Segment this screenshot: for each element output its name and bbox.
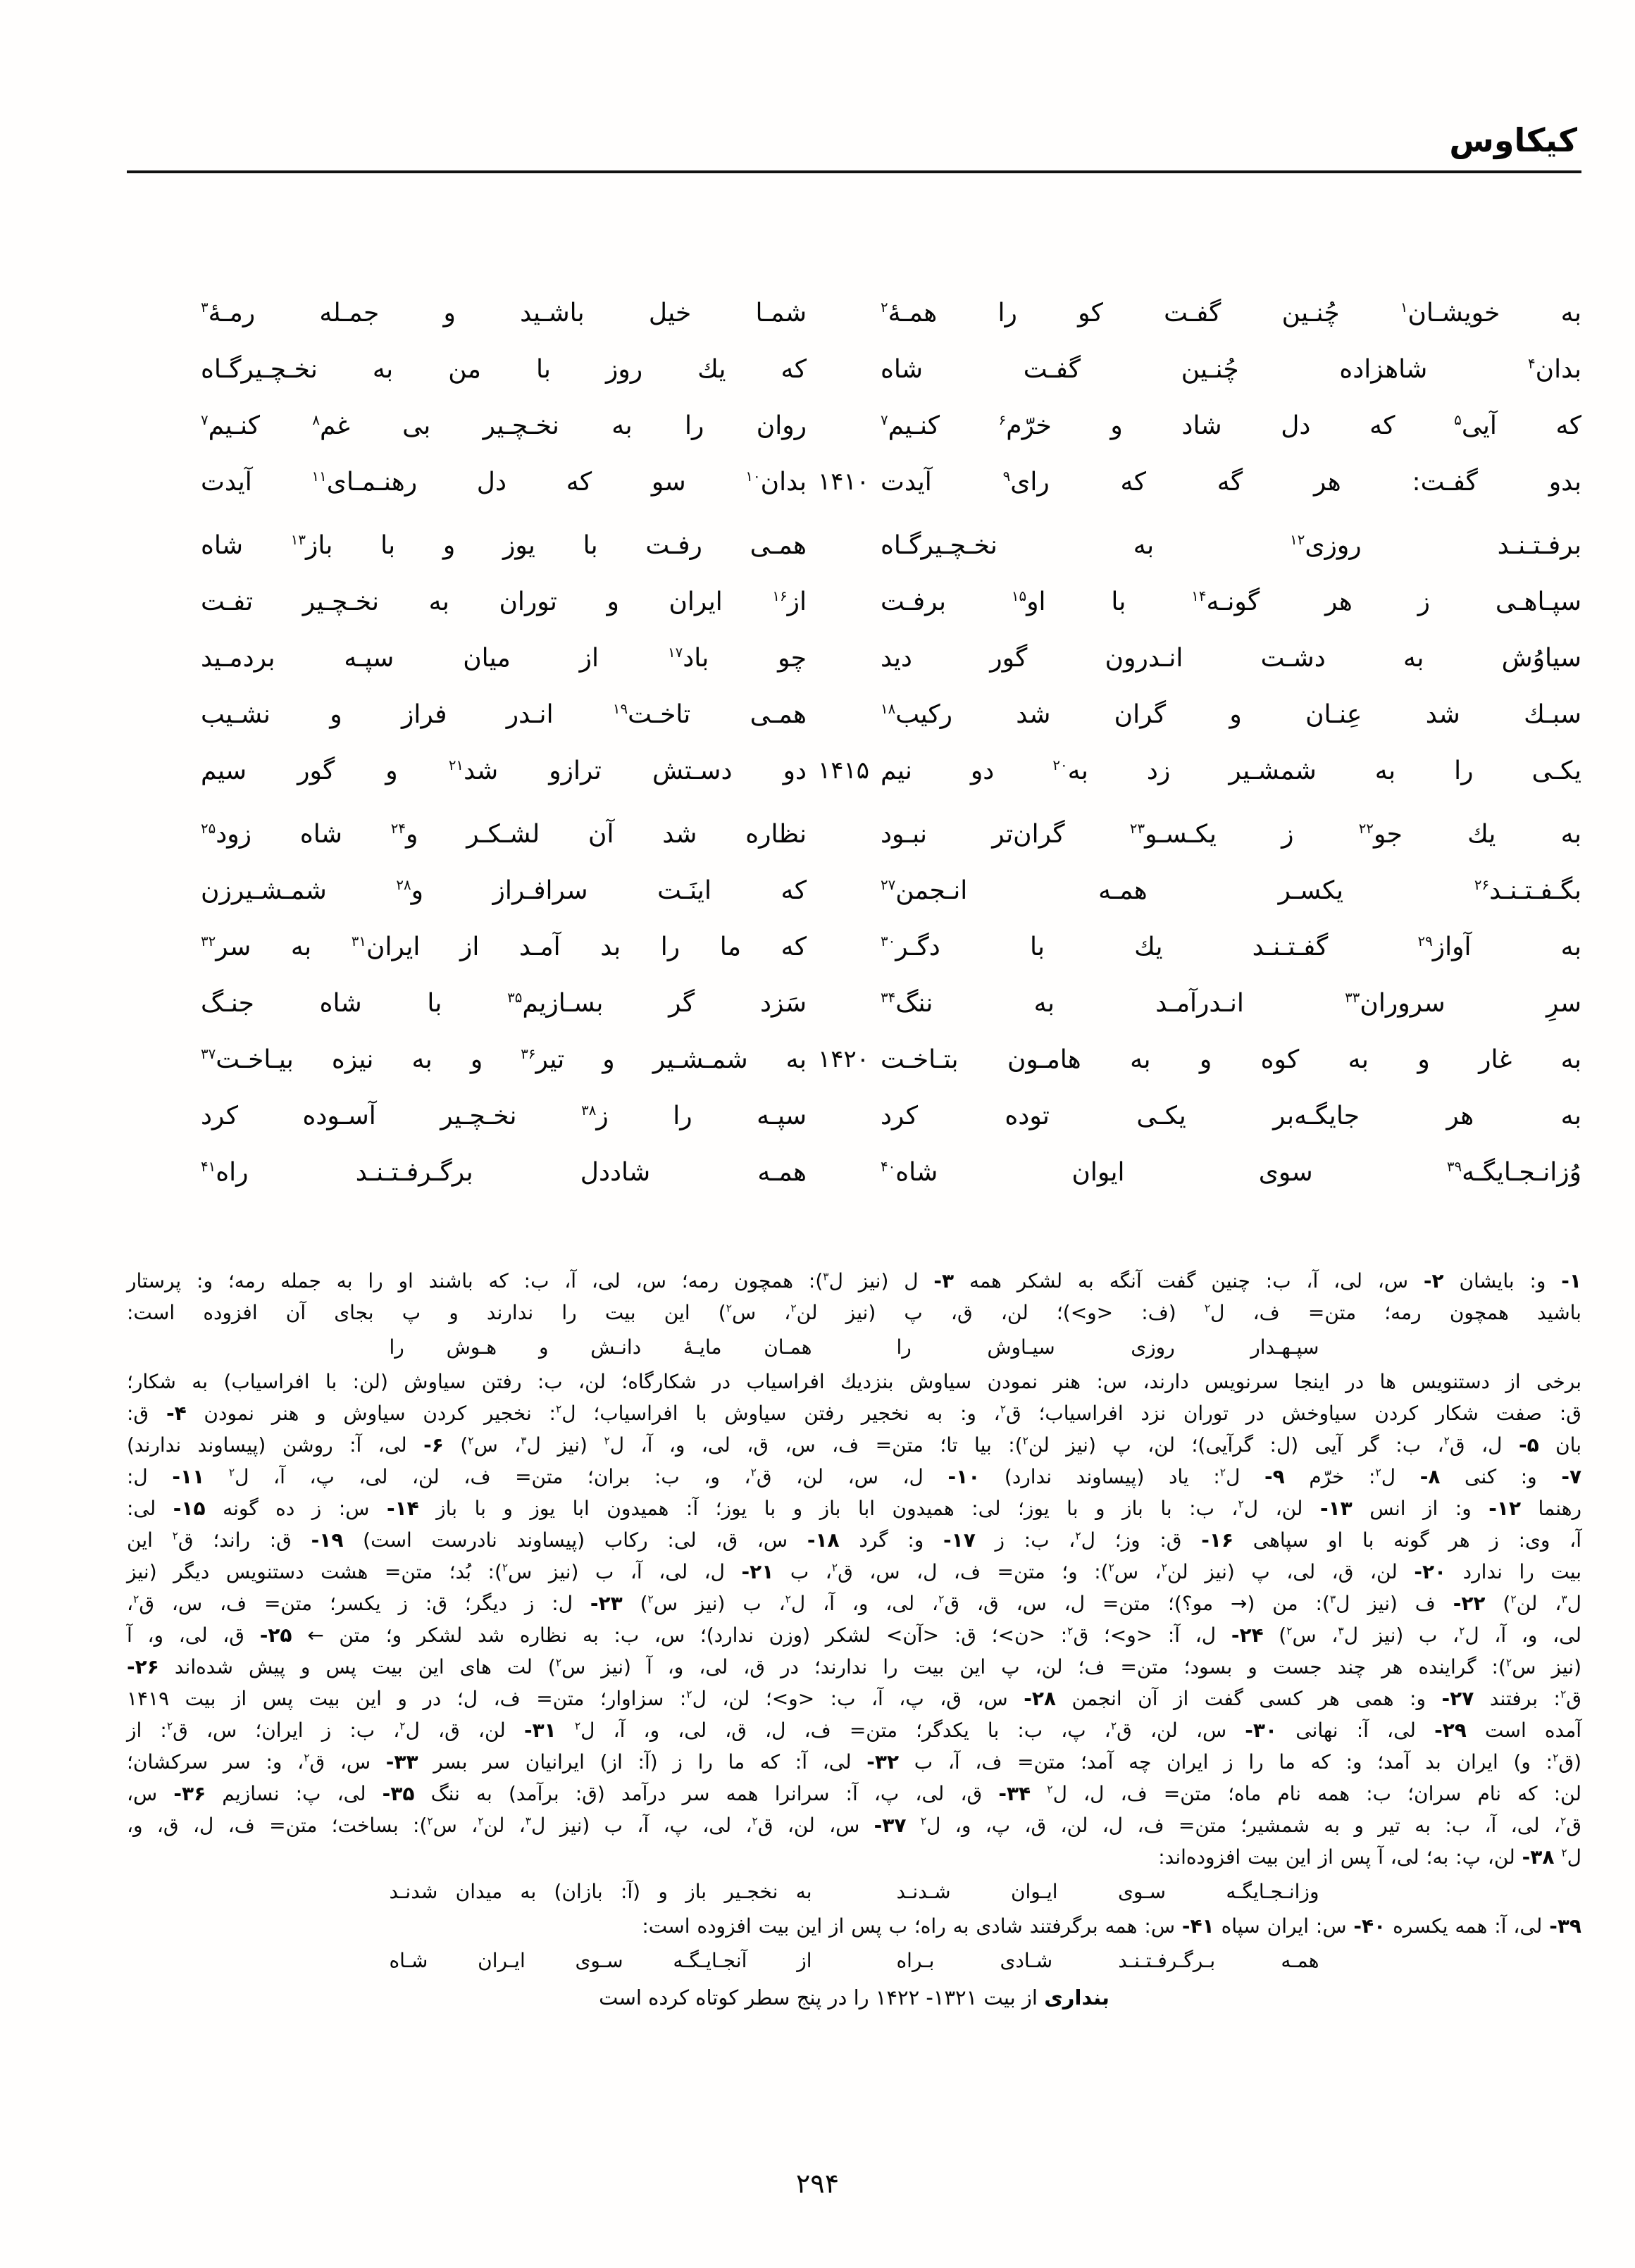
apparatus-block bbox=[127, 1265, 1581, 2014]
poem-couplet bbox=[127, 397, 1581, 454]
apparatus-line: ل$^۲$ ۳۸- لن، پ: به؛ لی، آ پس از این بیت افزوده‌اند: bbox=[1158, 1845, 1581, 1869]
poem-couplet bbox=[127, 686, 1581, 742]
apparatus-variant-verse bbox=[127, 1945, 1581, 1976]
apparatus-line: (ق$^۲$: و) ایران بد آمد؛ و: که ما را ز ایران چه آمد؛ متن= ف، آ، ب ۳۲- لی، آ: که ما را ز (آ: از) ایرانیان سر بسر ۳۳- س، ق$^۲$، و: سر سرکشان؛ bbox=[127, 1750, 1581, 1774]
apparatus-line: ق$^۲$: برفتند ۲۷- و: همی هر کسی گفت از آن انجمن ۲۸- س، ق، پ، آ، ب: <و>؛ لن، ل$^۲$: سزاوار؛ متن= ف، ل؛ در و این بیت پس از بیت ۱۴۱۹ bbox=[127, 1687, 1581, 1710]
hemistich-second: همـه شاددل برگـرفـتـنـد راه$^{۴۱}$ bbox=[201, 1157, 807, 1187]
hemistich-first: که آیی$^۵$ که دل شاد و خرّم$^۶$ کنـیم$^۷$ bbox=[881, 411, 1581, 440]
hemistich-second: بدان$^{۱۰}$ سو که دل رهنـمـای$^{۱۱}$ آیدت bbox=[201, 467, 807, 497]
hemistich-first: بدو گفـت: هر گه که رای$^۹$ آیدت bbox=[881, 467, 1581, 497]
variant-hemistich-first: سپـهـدار روزی سیـاوش را bbox=[896, 1335, 1319, 1359]
apparatus-line: لن: که نام سران؛ ب: همه نام ماه؛ متن= ف، ل، ل$^۲$ ۳۴- ق، لی، پ، آ: سرانرا همه سر درآمد (ق: برآمد) به ننگ ۳۵- لی، پ: نسازیم ۳۶- س، bbox=[127, 1782, 1581, 1805]
apparatus-line: ل$^۳$، لن$^۲$) ۲۲- ف (نیز ل$^۳$): من (→ مو؟)؛ متن= ل، س، ق، ق$^۲$، لی، و، آ، ل$^۲$، ب (نیز س$^۲$) ۲۳- ل: ز دیگر؛ ق: ز یکسر؛ متن= ف، س، ق$^۲$، bbox=[127, 1592, 1581, 1615]
apparatus-variant-verse bbox=[127, 1331, 1581, 1363]
poem-couplet bbox=[127, 517, 1581, 573]
apparatus-line: آمده است ۲۹- لی، آ: نهانی ۳۰- س، لن، ق$^۲$، پ، ب: با یکدگر؛ متن= ف، ل، ق، لی، و، آ، ل$^۲$ ۳۱- لن، ق، ل$^۲$، ب: ز ایران؛ س، ق$^۲$: از bbox=[127, 1719, 1582, 1742]
closing-note: بنداری از بیت ۱۳۲۱- ۱۴۲۲ را در پنج سطر کوتاه کرده است bbox=[599, 1986, 1109, 2010]
apparatus-line: (نیز س$^۲$): گراینده هر چند جست و بسود؛ متن= ف؛ لن، پ این بیت را ندارند؛ در ق، لی، و، آ (نیز س$^۲$) لت های این بیت پس و پیش شده‌اند ۲۶- bbox=[127, 1655, 1582, 1678]
apparatus-variant-verse bbox=[127, 1876, 1581, 1907]
verse-number: ۱۴۱۰ bbox=[817, 468, 870, 496]
header-divider bbox=[127, 170, 1581, 173]
hemistich-first: به هر جایگـه‌بر یکـی توده کرد bbox=[881, 1101, 1581, 1130]
hemistich-first: به یك جو$^{۲۲}$ ز یکـسـو$^{۲۳}$ گران‌تر نبـود bbox=[881, 819, 1581, 849]
hemistich-second: چو باد$^{۱۷}$ از میان سپـه بردمـید bbox=[201, 643, 807, 673]
apparatus-line: برخی از دستنویس ها در اینجا سرنویس دارند، س: هنر نمودن سیاوش بنزدیك افراسیاب در شکارگاه؛ لن، ب: رفتن سیاوش (لن: با افراسیاب) به شکار؛ bbox=[127, 1370, 1581, 1393]
hemistich-second: که یك روز با من به نخـچـیرگـاه bbox=[201, 354, 807, 384]
variant-hemistich-first: همـه بـرگـرفـتـنـد شـادی بـراه bbox=[896, 1949, 1319, 1972]
hemistich-second: همـی رفـت با یوز و با باز$^{۱۳}$ شاه bbox=[201, 530, 807, 560]
hemistich-first: سیاوُش به دشـت انـدرون گور دید bbox=[881, 643, 1581, 673]
poem-couplet bbox=[127, 806, 1581, 862]
hemistich-first: به آواز$^{۲۹}$ گفـتـنـد یك با دگـر$^{۳۰}$ bbox=[881, 932, 1581, 961]
poem-couplet bbox=[127, 1031, 1581, 1088]
hemistich-first: بدان$^۴$ شاهزاده چُنـین گفـت شاه bbox=[881, 354, 1581, 384]
poem-couplet bbox=[127, 341, 1581, 397]
hemistich-first: بگـفـتـنـد$^{۲۶}$ یکسـر همـه انـجمن$^{۲۷}$ bbox=[881, 876, 1581, 905]
apparatus-line: رهنما ۱۲- و: از انس ۱۳- لن، ل$^۲$، ب: با باز و با یوز؛ لی: همیدون ابا باز و با یوز؛ آ: همیدون ابا یوز و با باز ۱۴- س: ز ده گونه ۱۵- لی: bbox=[127, 1497, 1582, 1520]
apparatus-line: آ، وی: ز هر گونه با او سپاهی ۱۶- ق: وز؛ ل$^۲$، ب: ز ۱۷- و: گرد ۱۸- س، ق، لی: رکاب (پیساوند نادرست است) ۱۹- ق: راند؛ ق$^۲$ این bbox=[127, 1528, 1581, 1552]
hemistich-second: از$^{۱۶}$ ایران و توران به نخـچـیر تفـت bbox=[201, 587, 807, 616]
hemistich-first: برفـتـنـد روزی$^{۱۲}$ به نخـچـیرگـاه bbox=[881, 530, 1581, 560]
hemistich-second: روان را به نخـچـیر بی غم$^۸$ کنـیم$^۷$ bbox=[201, 411, 807, 440]
hemistich-first: به خویشـان$^۱$ چُنـین گفـت کو را همـۀ$^۲$ bbox=[881, 298, 1581, 328]
poem-couplet bbox=[127, 285, 1581, 341]
apparatus-line: ق$^۲$، لی، آ، ب: به تیر و به شمشیر؛ متن= ف، ل، لن، ق، پ، و، ل$^۲$ ۳۷- س، لن، ق$^۲$، لی، پ، آ، ب (نیز ل$^۳$، لن$^۲$، س$^۲$): بساخت؛ متن= ف، ل، ق، و، bbox=[127, 1814, 1581, 1837]
apparatus-line: لی، و، آ، ل$^۲$، ب (نیز ل$^۳$، س$^۲$) ۲۴- ل، آ: <و>؛ ق$^۲$: <ن>؛ ق: <آن> لشکر (وزن ندارد)؛ س، ب: به نظاره شد لشکر و؛ متن ← ۲۵- ق، لی، و، آ bbox=[127, 1624, 1582, 1647]
poem-block bbox=[127, 285, 1581, 1200]
hemistich-second: دو دسـتش ترازو شد$^{۲۱}$ و گور سیم bbox=[201, 756, 807, 785]
hemistich-first: به غار و به کوه و به هامـون بتـاخـت bbox=[881, 1045, 1581, 1074]
page-title: کیکاوس bbox=[1449, 121, 1577, 159]
apparatus-line: ۱- و: بایشان ۲- س، لی، آ، ب: چنین گفت آنگه به لشکر همه ۳- ل (نیز ل$^۳$): همچون رمه؛ س، لی، آ، ب: که باشند او را به جمله رمه؛ و: پرستار bbox=[127, 1269, 1582, 1292]
apparatus-line: ق: صفت شکار کردن سیاوخش در توران نزد افراسیاب؛ ق$^۲$، و: به نخجیر رفتن سیاوش با افراسیاب؛ ل$^۲$: نخجیر کردن سیاوش و هنر نمودن ۴- ق: bbox=[127, 1402, 1581, 1425]
hemistich-first: سرِ سروران$^{۳۳}$ انـدرآمـد به ننگ$^{۳۴}$ bbox=[881, 988, 1581, 1018]
variant-hemistich-first: وزانـجـایگـه سـوی ایـوان شـدنـد bbox=[896, 1880, 1319, 1903]
verse-number: ۱۴۱۵ bbox=[817, 756, 870, 785]
hemistich-first: سبـك شد عِنـان و گران شد رکیب$^{۱۸}$ bbox=[881, 699, 1581, 729]
hemistich-second: شمـا خیل باشـید و جمـله رمـۀ$^۳$ bbox=[201, 298, 807, 328]
hemistich-first: یکـی را به شمشـیر زد به$^{۲۰}$ دو نیم bbox=[881, 756, 1581, 785]
poem-couplet bbox=[127, 573, 1581, 630]
hemistich-second: همـی تاخـت$^{۱۹}$ انـدر فراز و نشـیب bbox=[201, 699, 807, 729]
poem-couplet bbox=[127, 1144, 1581, 1200]
poem-couplet bbox=[127, 975, 1581, 1031]
hemistich-first: وُزانـجـایگـه$^{۳۹}$ سوی ایوان شاه$^{۴۰}$ bbox=[881, 1157, 1581, 1187]
apparatus-line: ۷- و: کنی ۸- ل$^۲$: خرّم ۹- ل$^۲$: یاد (پیساوند ندارد) ۱۰- ل، س، لن، ق$^۲$، و، ب: بران؛ متن= ف، لن، لی، پ، آ، ل$^۲$ ۱۱- ل: bbox=[127, 1465, 1582, 1488]
poem-couplet bbox=[127, 918, 1581, 975]
hemistich-second: سَزد گر بسـازیم$^{۳۵}$ با شاه جنـگ bbox=[201, 988, 807, 1018]
apparatus-line: بان ۵- ل، ق$^۲$، ب: گر آیی (ل: گرآیی)؛ لن، پ (نیز لن$^۲$): بیا تا؛ متن= ف، س، ق، لی، و، آ، ل$^۲$ (نیز ل$^۳$، س$^۲$) ۶- لی، آ: روشن (پیساوند ندارند) bbox=[127, 1433, 1582, 1457]
hemistich-second: که ما را بد آمـد از ایران$^{۳۱}$ به سر$^{۳۲}$ bbox=[201, 932, 807, 961]
poem-couplet bbox=[127, 454, 1581, 510]
variant-hemistich-second: از آنجـایـگـه سـوی ایـران شـاه bbox=[389, 1949, 812, 1972]
apparatus-line: بیت را ندارد ۲۰- لن، ق، لی، پ (نیز لن$^۲$، س$^۲$): و؛ متن= ف، ل، س، ق$^۲$، ب ۲۱- ل، لی، آ، ب (نیز س$^۲$): بُد؛ متن= هشت دستنویس دیگر (نیز bbox=[127, 1560, 1582, 1583]
hemistich-second: به شمـشـیر و تیر$^{۳۶}$ و به نیزه بیـاخـت$^{۳۷}$ bbox=[201, 1045, 807, 1074]
page-number: ۲۹۴ bbox=[795, 2168, 840, 2199]
hemistich-second: سپـه را ز$^{۳۸}$ نخـچـیر آسـوده کرد bbox=[201, 1101, 807, 1130]
hemistich-second: که اینَـت سرافـراز و$^{۲۸}$ شمـشـیرزن bbox=[201, 876, 807, 905]
hemistich-first: سپـاهـی ز هر گونـه$^{۱۴}$ با او$^{۱۵}$ برفـت bbox=[881, 587, 1582, 616]
variant-hemistich-second: به نخجـیر باز و (آ: بازان) به میدان شدنـد bbox=[389, 1880, 812, 1903]
poem-couplet bbox=[127, 862, 1581, 918]
hemistich-second: نظاره شد آن لشـکـر و$^{۲۴}$ شاه زود$^{۲۵}$ bbox=[201, 819, 807, 849]
apparatus-line: ۳۹- لی، آ: همه یکسره ۴۰- س: ایران سپاه ۴۱- س: همه برگرفتند شادی به راه؛ ب پس از این بیت افزوده است: bbox=[642, 1914, 1581, 1938]
poem-couplet bbox=[127, 630, 1581, 686]
apparatus-line: باشید همچون رمه؛ متن= ف، ل$^۲$ (ف: <و>)؛ لن، ق، پ (نیز لن$^۲$، س$^۲$) این بیت را ندارند و پ بجای آن افزوده است: bbox=[127, 1301, 1581, 1324]
poem-couplet bbox=[127, 1088, 1581, 1144]
verse-number: ۱۴۲۰ bbox=[817, 1045, 870, 1073]
variant-hemistich-second: همـان مایـۀ دانـش و هـوش را bbox=[389, 1335, 812, 1359]
poem-couplet bbox=[127, 742, 1581, 799]
